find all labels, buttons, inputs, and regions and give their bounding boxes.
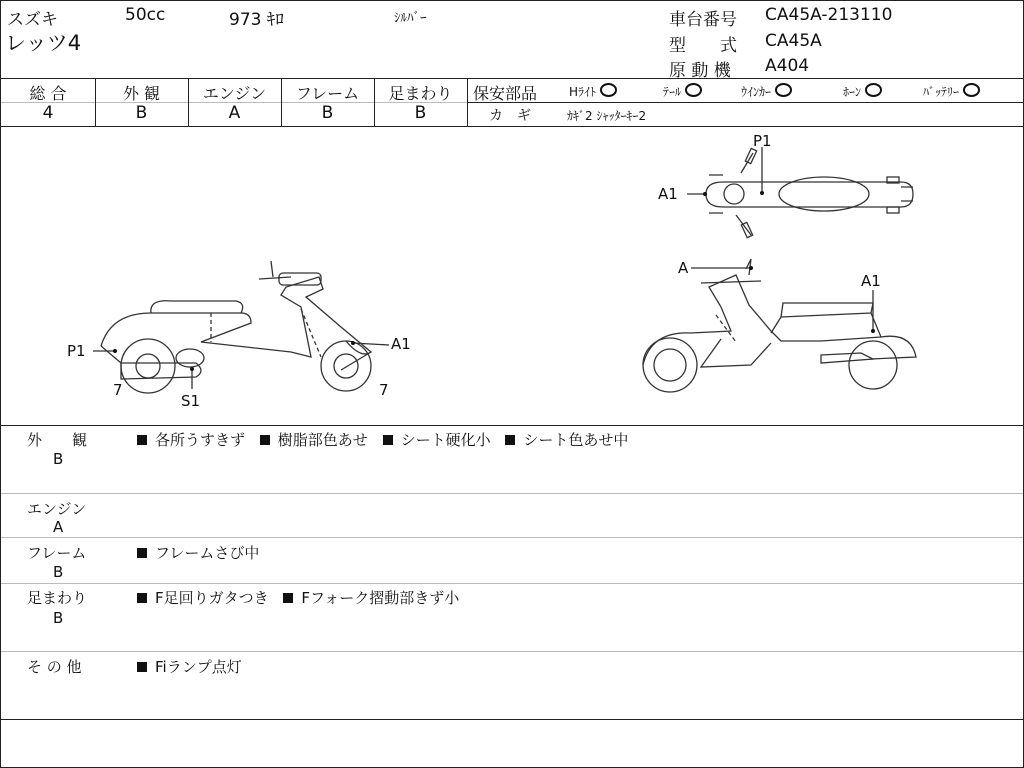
score-engine-value: A	[228, 103, 241, 123]
section-other-notes	[137, 656, 252, 677]
bullet-square-icon	[383, 435, 393, 445]
score-total-value: 4	[42, 103, 54, 123]
type-label: 型 式	[669, 36, 737, 56]
frame-no-label: 車台番号	[669, 10, 737, 30]
mileage: 973 ｷﾛ	[229, 10, 284, 30]
score-engine-label: エンジン	[202, 84, 267, 103]
label-right-a: A	[678, 259, 689, 277]
section-frame-notes	[137, 542, 269, 563]
score-total-label: 総 合	[29, 84, 67, 103]
safety-item-name: ｳｲﾝｶｰ	[741, 85, 772, 99]
note: 樹脂部色あせ	[277, 431, 368, 449]
safety-item-name: Hﾗｲﾄ	[569, 85, 597, 99]
section-engine-label: エンジン	[27, 500, 87, 518]
bullet-square-icon	[283, 593, 293, 603]
section-engine-grade: A	[53, 518, 64, 536]
safety-item	[843, 83, 882, 100]
divider	[1, 425, 1023, 426]
key-label: カ ギ	[489, 108, 531, 124]
score-frame-label: フレーム	[295, 84, 360, 103]
scooter-top-view	[706, 148, 913, 237]
section-exterior-grade: B	[53, 450, 64, 468]
note: Fフォーク摺動部きず小	[301, 589, 460, 607]
score-frame-value: B	[321, 103, 334, 123]
note: シート硬化小	[400, 431, 491, 449]
score-exterior-value: B	[135, 103, 148, 123]
safety-item-name: ﾎｰﾝ	[843, 85, 862, 99]
model-name: レッツ4	[5, 31, 82, 55]
safety-item-name: ﾃｰﾙ	[663, 85, 682, 99]
frame-no: CA45A-213110	[765, 5, 893, 25]
note: 各所うすきず	[155, 431, 246, 449]
ok-mark-icon	[775, 83, 792, 97]
key-value: ｶｷﾞ2 ｼｬｯﾀｰｷｰ2	[567, 109, 647, 123]
damage-diagram	[1, 127, 1023, 425]
label-left-p1: P1	[67, 342, 86, 360]
divider	[1, 493, 1023, 494]
divider	[1, 651, 1023, 652]
bullet-square-icon	[137, 548, 147, 558]
label-left-7a: 7	[113, 381, 123, 399]
label-left-7b: 7	[379, 381, 389, 399]
section-suspension-notes	[137, 587, 469, 608]
divider	[1, 78, 1023, 79]
score-suspension-label: 足まわり	[388, 84, 453, 103]
ok-mark-icon	[600, 83, 617, 97]
label-right-a1: A1	[861, 272, 881, 290]
safety-item	[663, 83, 702, 100]
divider	[467, 78, 468, 126]
safety-item	[569, 83, 617, 100]
safety-item-name: ﾊﾞｯﾃﾘｰ	[923, 85, 960, 99]
safety-item	[923, 83, 980, 100]
type-value: CA45A	[765, 31, 822, 51]
section-frame-label: フレーム	[27, 544, 87, 562]
color: ｼﾙﾊﾞｰ	[394, 11, 427, 26]
section-suspension-grade: B	[53, 609, 64, 627]
bullet-square-icon	[137, 435, 147, 445]
section-exterior-notes	[137, 429, 638, 450]
score-suspension-value: B	[414, 103, 427, 123]
engine-value: A404	[765, 56, 810, 76]
section-exterior-label: 外 観	[27, 431, 88, 449]
engine-label: 原 動 機	[669, 61, 731, 81]
section-other-label: そ の 他	[27, 658, 82, 676]
divider	[1, 719, 1023, 720]
note: フレームさび中	[155, 544, 260, 562]
label-left-a1: A1	[391, 335, 411, 353]
section-frame-grade: B	[53, 563, 64, 581]
note: Fiランプ点灯	[155, 658, 242, 676]
maker: スズキ	[7, 10, 58, 30]
ok-mark-icon	[865, 83, 882, 97]
label-left-s1: S1	[181, 392, 201, 410]
note: シート色あせ中	[523, 431, 629, 449]
bullet-square-icon	[137, 593, 147, 603]
ok-mark-icon	[685, 83, 702, 97]
divider	[1, 583, 1023, 584]
label-top-a1: A1	[658, 185, 678, 203]
label-top-p1: P1	[753, 132, 772, 150]
safety-item	[741, 83, 792, 100]
divider	[467, 102, 1023, 103]
bullet-square-icon	[137, 662, 147, 672]
divider	[1, 537, 1023, 538]
ok-mark-icon	[963, 83, 980, 97]
scooter-left-view	[101, 261, 371, 393]
score-exterior-label: 外 観	[122, 84, 161, 103]
section-suspension-label: 足まわり	[27, 589, 88, 607]
note: F足回りガタつき	[155, 589, 269, 607]
bullet-square-icon	[505, 435, 515, 445]
bullet-square-icon	[260, 435, 270, 445]
displacement: 50cc	[125, 5, 166, 25]
safety-label: 保安部品	[473, 84, 538, 103]
